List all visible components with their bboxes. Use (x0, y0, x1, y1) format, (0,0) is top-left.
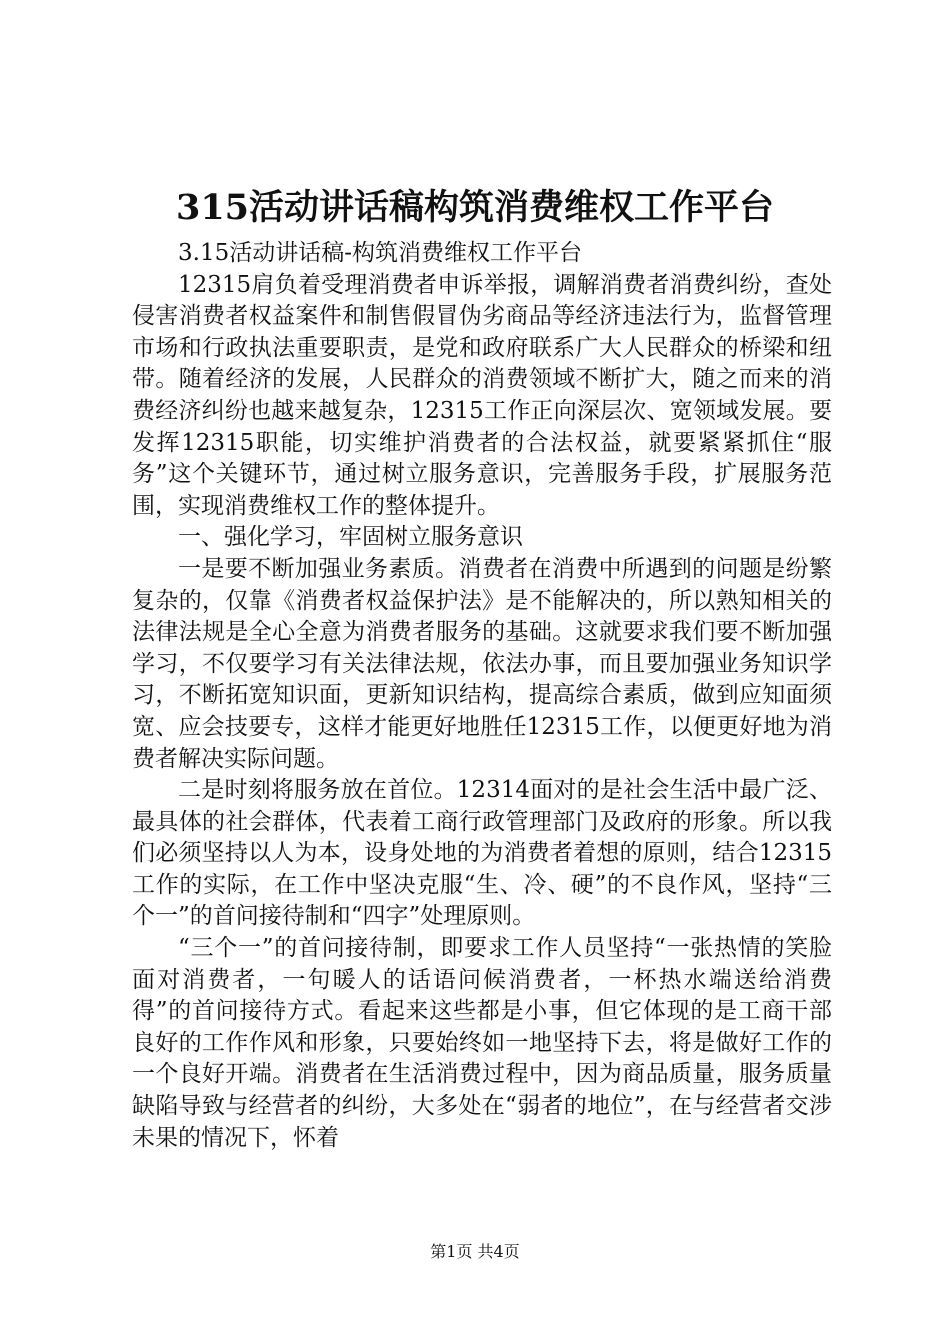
page-number-footer: 第1页 共4页 (430, 1242, 520, 1261)
body-paragraph: 二是时刻将服务放在首位。12314面对的是社会生活中最广泛、最具体的社会群体，代表着工商行政管理部门及政府的形象。所以我们必须坚持以人为本，设身处地的为消费者着想的原则，结合12315工作的实际，在工作中坚决克服“生、冷、硬”的不良作风，坚持“三个一”的首问接待制和“四字”处理原则。 (132, 777, 832, 930)
document-title: 315活动讲话稿构筑消费维权工作平台 (175, 187, 775, 228)
body-paragraph: 一是要不断加强业务素质。消费者在消费中所遇到的问题是纷繁复杂的，仅靠《消费者权益保护法》是不能解决的，所以熟知相关的法律法规是全心全意为消费者服务的基础。这就要求我们要不断加强学习，不仅要学习有关法律法规，依法办事，而且要加强业务知识学习，不断拓宽知识面，更新知识结构，提高综合素质，做到应知面须宽、应会技要专，这样才能更好地胜任12315工作，以便更好地为消费者解决实际问题。 (132, 555, 832, 772)
subtitle-paragraph: 3.15活动讲话稿-构筑消费维权工作平台 (178, 240, 582, 266)
body-paragraph: “三个一”的首问接待制，即要求工作人员坚持“一张热情的笑脸面对消费者，一句暖人的话语问候消费者，一杯热水端送给消费得”的首问接待方式。看起来这些都是小事，但它体现的是工商干部良好的工作作风和形象，只要始终如一地坚持下去，将是做好工作的一个良好开端。消费者在生活消费过程中，因为商品质量，服务质量缺陷导致与经营者的纠纷，大多处在“弱者的地位”，在与经营者交涉未果的情况下，怀着 (132, 935, 832, 1151)
intro-paragraph: 12315肩负着受理消费者申诉举报，调解消费者消费纠纷，查处侵害消费者权益案件和制售假冒伪劣商品等经济违法行为，监督管理市场和行政执法重要职责，是党和政府联系广大人民群众的桥梁和纽带。随着经济的发展，人民群众的消费领域不断扩大，随之而来的消费经济纠纷也越来越复杂，12315工作正向深层次、宽领域发展。要发挥12315职能，切实维护消费者的合法权益，就要紧紧抓住“服务”这个关键环节，通过树立服务意识，完善服务手段，扩展服务范围，实现消费维权工作的整体提升。 (132, 271, 832, 519)
section-heading: 一、强化学习，牢固树立服务意识 (178, 524, 523, 551)
document-body (132, 238, 832, 1154)
